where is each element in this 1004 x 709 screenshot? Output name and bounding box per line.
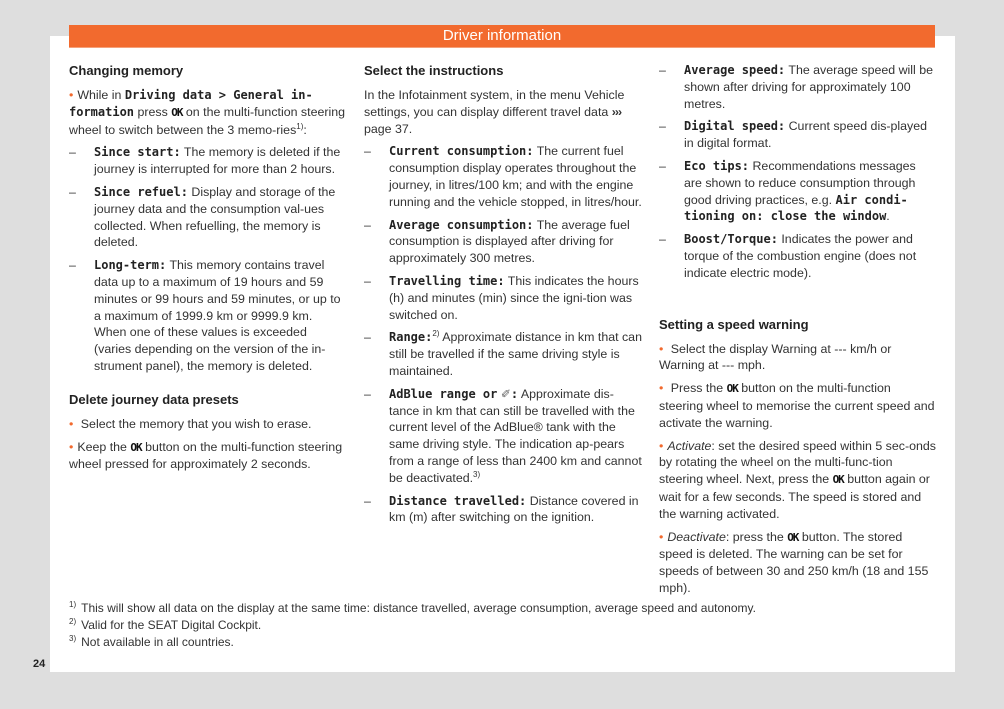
column-3 — [659, 62, 937, 603]
footnote-2: $^{2)}$ Valid for the SEAT Digital Cockpit. — [69, 617, 262, 632]
page-ref-arrow-icon: ››› — [611, 104, 622, 119]
column-1 — [69, 62, 347, 479]
page-reference-link[interactable]: page 37. — [364, 121, 413, 136]
instruction-average-speed: – Average speed: The average speed will be shown after driving for approximately 100 metres. — [659, 62, 937, 112]
footnotes — [69, 600, 756, 651]
footnote-ref-1: 1) — [296, 121, 304, 131]
menu-path-code: Driving data > General in-formation — [69, 88, 313, 119]
heading-speed-warning: Setting a speed warning — [659, 316, 809, 332]
instruction-travelling-time: – Travelling time: This indicates the hours (h) and minutes (min) since the igni-tion was switched on. — [364, 273, 642, 323]
page-number: 24 — [33, 658, 46, 670]
instruction-eco-tips: – Eco tips: Recommendations messages are shown to reduce consumption through good driving practices, e.g. Air condi-tioning on: close the window. — [659, 158, 937, 225]
memory-item-long-term: – Long-term: This memory contains travel data up to a maximum of 19 hours and 59 minutes or 99 hours and 59 minutes, or up to a maximum of 1999.9 km or 9999.9 km. When one of these values is exceeded (varies depending on the version of the in-strument panel), the memory is deleted. — [69, 257, 347, 375]
adblue-nozzle-icon: ✐ — [500, 386, 511, 401]
changing-memory-intro: • While in Driving data > General in-formation press OK on the multi-function steering wheel to switch between the 3 memo-ries$^{1)}$: — [69, 87, 347, 138]
footnote-ref-2: 2) — [432, 329, 440, 339]
instruction-range: – Range:$^{2)}$ Approximate distance in km that can still be travelled if the same driving style is maintained. — [364, 329, 642, 379]
speed-warning-bullet-1: • Select the display Warning at --- km/h or Warning at --- mph. — [659, 341, 937, 375]
heading-select-instructions: Select the instructions — [364, 63, 504, 78]
instruction-average-consumption: – Average consumption: The average fuel consumption is displayed after driving for approximately 300 metres. — [364, 217, 642, 267]
eco-tip-message-code: Air condi-tioning on: close the window — [684, 192, 908, 224]
column-2 — [364, 62, 642, 532]
footnote-3: $^{3)}$ Not available in all countries. — [69, 634, 234, 649]
speed-warning-activate: • Activate: set the desired speed within 5 sec-onds by rotating the wheel on the multi-func-tion steering wheel. Next, press the OK button again or wait for a few seconds. The speed is stored and the warning activated. — [659, 438, 937, 523]
ok-button-icon: OK — [787, 530, 799, 544]
speed-warning-deactivate: • Deactivate: press the OK button. The stored speed is deleted. The warning can be set for speeds of between 30 and 250 km/h (18 and 155 mph). — [659, 529, 937, 597]
ok-button-icon: OK — [171, 105, 183, 119]
speed-warning-bullet-2: • Press the OK button on the multi-function steering wheel to memorise the current speed and activate the warning. — [659, 380, 937, 431]
instruction-current-consumption: – Current consumption: The current fuel consumption display operates throughout the journey, in litres/100 km; and with the engine running and the vehicle stopped, in litres/hour. — [364, 143, 642, 210]
footnote-1: $^{1)}$ This will show all data on the display at the same time: distance travelled, average consumption, average speed and autonomy. — [69, 600, 756, 615]
instruction-digital-speed: – Digital speed: Current speed dis-played in digital format. — [659, 118, 937, 152]
select-instructions-intro: In the Infotainment system, in the menu Vehicle settings, you can display different travel data ››› page 37. — [364, 88, 625, 136]
memory-item-since-refuel: – Since refuel: Display and storage of the journey data and the consumption val-ues collected. When refuelling, the memory is deleted. — [69, 184, 347, 251]
section-title: Driver information — [442, 27, 562, 44]
ok-button-icon: OK — [130, 440, 142, 454]
heading-changing-memory: Changing memory — [69, 63, 184, 78]
section-header-bar — [69, 25, 935, 48]
delete-bullet-1: • Select the memory that you wish to erase. — [69, 416, 347, 433]
delete-bullet-2: • Keep the OK button on the multi-function steering wheel pressed for approximately 2 seconds. — [69, 439, 347, 474]
ok-button-icon: OK — [726, 382, 738, 396]
ok-button-icon: OK — [832, 473, 844, 487]
heading-delete-presets: Delete journey data presets — [69, 391, 239, 407]
instruction-adblue-range: – AdBlue range or ✐: Approximate dis-tance in km that can still be travelled with the current level of the AdBlue® tank with the same driving style. The indication ap-pears from a range of less than 2400 km and cannot be deactivated.$^{3)}$ — [364, 386, 642, 487]
memory-item-since-start: – Since start: The memory is deleted if the journey is interrupted for more than 2 hours. — [69, 144, 347, 178]
instruction-boost-torque: – Boost/Torque: Indicates the power and torque of the combustion engine (does not indicate electric mode). — [659, 231, 937, 281]
footnote-ref-3: 3) — [473, 469, 481, 479]
instruction-distance-travelled: – Distance travelled: Distance covered in km (m) after switching on the ignition. — [364, 493, 642, 527]
